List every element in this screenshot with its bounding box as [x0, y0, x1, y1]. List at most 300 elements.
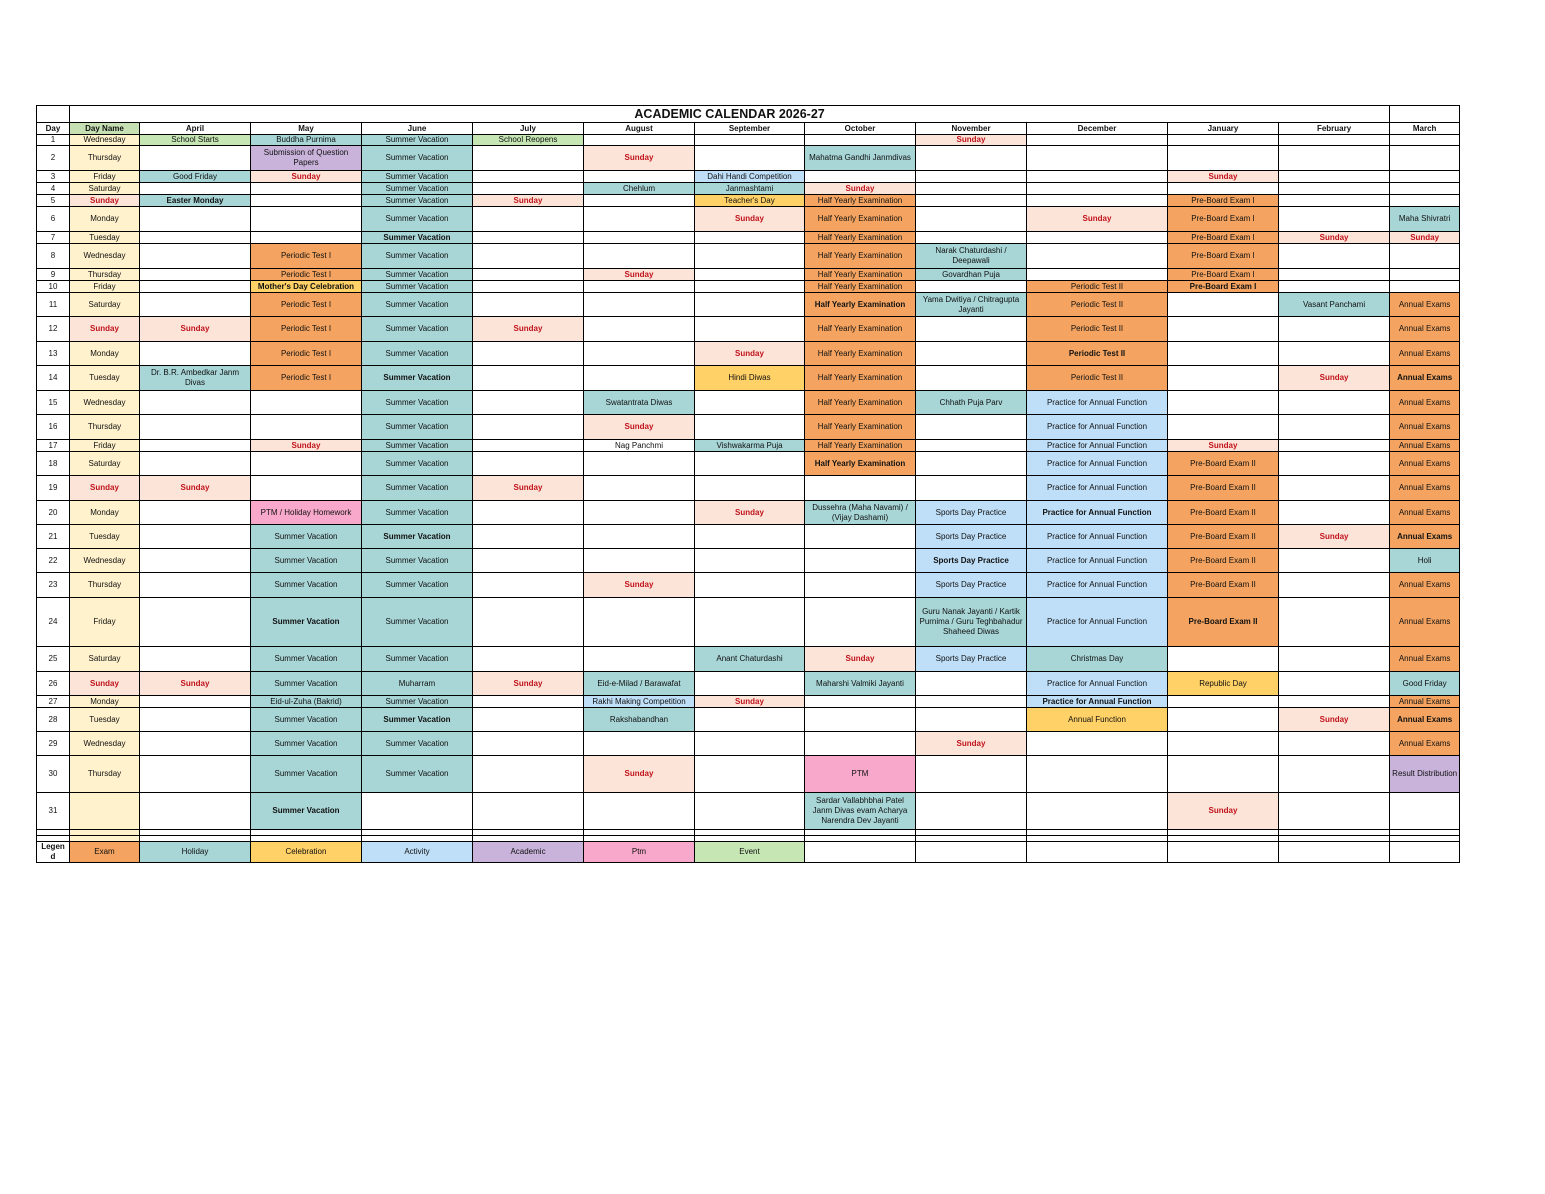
calendar-cell — [140, 281, 251, 293]
calendar-cell: Summer Vacation — [251, 549, 362, 573]
calendar-cell — [1279, 391, 1390, 415]
calendar-cell: Result Distribution — [1390, 756, 1460, 793]
calendar-cell: Half Yearly Examination — [805, 415, 916, 440]
table-row — [37, 452, 1460, 476]
header-january: January — [1168, 123, 1279, 135]
table-row — [37, 293, 1460, 317]
legend-blank-cell — [805, 842, 916, 863]
calendar-cell — [1279, 573, 1390, 598]
calendar-cell: Sunday — [584, 415, 695, 440]
calendar-cell — [805, 171, 916, 183]
day-number-cell: 22 — [37, 549, 70, 573]
calendar-cell — [1168, 183, 1279, 195]
calendar-cell — [1168, 293, 1279, 317]
calendar-cell: Practice for Annual Function — [1027, 440, 1168, 452]
calendar-cell: Annual Exams — [1390, 696, 1460, 708]
calendar-cell — [916, 793, 1027, 830]
calendar-cell — [140, 501, 251, 525]
calendar-cell — [1390, 171, 1460, 183]
calendar-cell: Half Yearly Examination — [805, 440, 916, 452]
calendar-cell — [1168, 135, 1279, 146]
calendar-cell: Pre-Board Exam I — [1168, 195, 1279, 207]
calendar-cell — [805, 598, 916, 647]
calendar-cell: Half Yearly Examination — [805, 366, 916, 391]
day-number-cell: 1 — [37, 135, 70, 146]
calendar-cell: Summer Vacation — [362, 756, 473, 793]
calendar-cell — [916, 696, 1027, 708]
calendar-cell — [584, 232, 695, 244]
calendar-cell: Half Yearly Examination — [805, 293, 916, 317]
calendar-cell — [1279, 244, 1390, 269]
calendar-cell: Sunday — [1279, 525, 1390, 549]
calendar-cell — [1390, 269, 1460, 281]
calendar-cell: Sunday — [1168, 171, 1279, 183]
calendar-cell: Half Yearly Examination — [805, 195, 916, 207]
calendar-cell — [1027, 732, 1168, 756]
calendar-cell — [695, 146, 805, 171]
calendar-cell: Sunday — [473, 195, 584, 207]
table-row — [37, 232, 1460, 244]
calendar-cell: Pre-Board Exam II — [1168, 549, 1279, 573]
calendar-cell: Sports Day Practice — [916, 647, 1027, 672]
table-row — [37, 342, 1460, 366]
calendar-cell — [1168, 756, 1279, 793]
calendar-cell: Mother's Day Celebration — [251, 281, 362, 293]
calendar-cell: Good Friday — [140, 171, 251, 183]
calendar-cell: Chhath Puja Parv — [916, 391, 1027, 415]
calendar-cell — [1168, 342, 1279, 366]
day-name-cell: Friday — [70, 598, 140, 647]
calendar-cell: Christmas Day — [1027, 647, 1168, 672]
legend-blank-cell — [1279, 842, 1390, 863]
calendar-cell: Annual Exams — [1390, 573, 1460, 598]
day-name-cell: Wednesday — [70, 549, 140, 573]
calendar-cell: Annual Exams — [1390, 647, 1460, 672]
calendar-cell: Pre-Board Exam I — [1168, 269, 1279, 281]
calendar-cell: Teacher's Day — [695, 195, 805, 207]
header-february: February — [1279, 123, 1390, 135]
calendar-cell: Annual Exams — [1390, 293, 1460, 317]
calendar-cell — [251, 195, 362, 207]
calendar-cell: Sunday — [805, 647, 916, 672]
calendar-cell: Summer Vacation — [362, 708, 473, 732]
day-name-cell: Thursday — [70, 573, 140, 598]
day-number-cell: 19 — [37, 476, 70, 501]
calendar-cell: Half Yearly Examination — [805, 244, 916, 269]
calendar-cell: Annual Function — [1027, 708, 1168, 732]
legend-row — [37, 842, 1460, 863]
calendar-cell: Half Yearly Examination — [805, 342, 916, 366]
day-number-cell: 4 — [37, 183, 70, 195]
calendar-cell — [140, 244, 251, 269]
calendar-cell: Half Yearly Examination — [805, 317, 916, 342]
calendar-cell: Periodic Test II — [1027, 293, 1168, 317]
calendar-cell — [473, 549, 584, 573]
header-july: July — [473, 123, 584, 135]
calendar-cell: Guru Nanak Jayanti / Kartik Purnima / Guru Teghbahadur Shaheed Diwas — [916, 598, 1027, 647]
calendar-cell — [695, 452, 805, 476]
calendar-cell — [1279, 183, 1390, 195]
table-row — [37, 793, 1460, 830]
calendar-cell: Summer Vacation — [362, 207, 473, 232]
calendar-cell: Summer Vacation — [362, 573, 473, 598]
day-name-cell: Tuesday — [70, 708, 140, 732]
table-row — [37, 135, 1460, 146]
table-row — [37, 476, 1460, 501]
day-number-cell: 5 — [37, 195, 70, 207]
calendar-cell: Annual Exams — [1390, 415, 1460, 440]
calendar-cell: Sports Day Practice — [916, 501, 1027, 525]
day-number-cell: 20 — [37, 501, 70, 525]
day-number-cell: 7 — [37, 232, 70, 244]
table-row — [37, 415, 1460, 440]
calendar-cell — [1168, 415, 1279, 440]
calendar-cell — [805, 549, 916, 573]
calendar-cell: Periodic Test I — [251, 293, 362, 317]
calendar-cell: Half Yearly Examination — [805, 232, 916, 244]
calendar-cell — [1168, 366, 1279, 391]
calendar-cell — [1168, 696, 1279, 708]
calendar-title: ACADEMIC CALENDAR 2026-27 — [70, 106, 1390, 123]
calendar-cell — [1027, 756, 1168, 793]
calendar-cell: Periodic Test II — [1027, 317, 1168, 342]
calendar-cell — [473, 573, 584, 598]
calendar-cell — [140, 207, 251, 232]
header-day: Day — [37, 123, 70, 135]
calendar-cell: Half Yearly Examination — [805, 452, 916, 476]
calendar-cell: Sunday — [584, 269, 695, 281]
day-name-cell: Wednesday — [70, 244, 140, 269]
calendar-cell — [473, 452, 584, 476]
calendar-cell — [473, 293, 584, 317]
calendar-cell: Practice for Annual Function — [1027, 391, 1168, 415]
calendar-cell: Narak Chaturdashi / Deepawali — [916, 244, 1027, 269]
day-number-cell: 30 — [37, 756, 70, 793]
calendar-cell — [1279, 146, 1390, 171]
calendar-cell — [1027, 269, 1168, 281]
calendar-cell — [916, 415, 1027, 440]
day-number-cell: 25 — [37, 647, 70, 672]
day-name-cell: Thursday — [70, 146, 140, 171]
academic-calendar-table — [36, 105, 1460, 863]
calendar-cell: PTM — [805, 756, 916, 793]
header-row — [37, 123, 1460, 135]
calendar-cell — [805, 573, 916, 598]
calendar-cell: Summer Vacation — [251, 573, 362, 598]
calendar-cell — [805, 732, 916, 756]
calendar-cell: Buddha Purnima — [251, 135, 362, 146]
calendar-cell — [695, 598, 805, 647]
day-name-cell: Sunday — [70, 195, 140, 207]
calendar-cell: Periodic Test II — [1027, 366, 1168, 391]
day-name-cell: Sunday — [70, 317, 140, 342]
calendar-cell — [1027, 146, 1168, 171]
calendar-cell: Pre-Board Exam II — [1168, 573, 1279, 598]
day-name-cell: Tuesday — [70, 366, 140, 391]
calendar-cell: Dussehra (Maha Navami) / (Vijay Dashami) — [805, 501, 916, 525]
calendar-cell — [1027, 135, 1168, 146]
day-number-cell: 21 — [37, 525, 70, 549]
legend-item-exam: Exam — [70, 842, 140, 863]
calendar-cell — [695, 476, 805, 501]
legend-item-event: Event — [695, 842, 805, 863]
calendar-cell — [916, 146, 1027, 171]
calendar-cell: Summer Vacation — [362, 366, 473, 391]
calendar-cell — [584, 244, 695, 269]
calendar-cell: Sunday — [1279, 366, 1390, 391]
table-row — [37, 440, 1460, 452]
calendar-cell — [140, 269, 251, 281]
calendar-cell — [1279, 415, 1390, 440]
calendar-cell: Practice for Annual Function — [1027, 525, 1168, 549]
calendar-cell: Sunday — [140, 317, 251, 342]
calendar-cell — [1279, 756, 1390, 793]
calendar-cell — [1279, 501, 1390, 525]
calendar-cell — [695, 244, 805, 269]
calendar-cell: Maha Shivratri — [1390, 207, 1460, 232]
calendar-cell: Summer Vacation — [362, 244, 473, 269]
day-number-cell: 14 — [37, 366, 70, 391]
calendar-cell — [1279, 281, 1390, 293]
day-name-cell: Wednesday — [70, 135, 140, 146]
calendar-cell — [584, 293, 695, 317]
day-number-cell: 13 — [37, 342, 70, 366]
calendar-cell — [584, 195, 695, 207]
calendar-cell — [473, 342, 584, 366]
calendar-cell: Easter Monday — [140, 195, 251, 207]
calendar-cell: Annual Exams — [1390, 501, 1460, 525]
table-row — [37, 756, 1460, 793]
table-row — [37, 207, 1460, 232]
calendar-cell: Summer Vacation — [362, 476, 473, 501]
legend-blank-cell — [1168, 842, 1279, 863]
calendar-cell — [1279, 696, 1390, 708]
calendar-cell: Rakhi Making Competition — [584, 696, 695, 708]
calendar-cell — [695, 793, 805, 830]
day-number-cell: 15 — [37, 391, 70, 415]
header-march: March — [1390, 123, 1460, 135]
calendar-cell: Submission of Question Papers — [251, 146, 362, 171]
calendar-cell: Pre-Board Exam II — [1168, 452, 1279, 476]
table-row — [37, 598, 1460, 647]
table-row — [37, 573, 1460, 598]
calendar-cell — [140, 696, 251, 708]
day-name-cell: Saturday — [70, 183, 140, 195]
calendar-cell — [140, 293, 251, 317]
legend-item-academic: Academic — [473, 842, 584, 863]
day-number-cell: 10 — [37, 281, 70, 293]
calendar-cell: Sunday — [695, 207, 805, 232]
calendar-cell — [140, 573, 251, 598]
day-name-cell: Tuesday — [70, 525, 140, 549]
header-april: April — [140, 123, 251, 135]
calendar-cell — [473, 366, 584, 391]
calendar-cell: Annual Exams — [1390, 366, 1460, 391]
legend-item-ptm: Ptm — [584, 842, 695, 863]
calendar-cell — [584, 525, 695, 549]
day-name-cell: Wednesday — [70, 732, 140, 756]
calendar-cell: Annual Exams — [1390, 732, 1460, 756]
calendar-cell: Sunday — [251, 440, 362, 452]
calendar-cell: Sardar Vallabhbhai Patel Janm Divas evam Acharya Narendra Dev Jayanti — [805, 793, 916, 830]
calendar-cell: Summer Vacation — [362, 135, 473, 146]
calendar-cell — [251, 476, 362, 501]
calendar-cell: Summer Vacation — [362, 549, 473, 573]
day-name-cell: Monday — [70, 342, 140, 366]
calendar-cell: Practice for Annual Function — [1027, 549, 1168, 573]
calendar-cell — [695, 549, 805, 573]
calendar-cell — [584, 281, 695, 293]
calendar-cell — [695, 317, 805, 342]
calendar-cell: Annual Exams — [1390, 476, 1460, 501]
table-row — [37, 366, 1460, 391]
calendar-cell — [473, 415, 584, 440]
calendar-cell — [584, 598, 695, 647]
calendar-cell: PTM / Holiday Homework — [251, 501, 362, 525]
calendar-cell — [251, 452, 362, 476]
calendar-cell: Summer Vacation — [251, 647, 362, 672]
legend-blank-cell — [1390, 842, 1460, 863]
calendar-cell: Nag Panchmi — [584, 440, 695, 452]
calendar-cell — [584, 452, 695, 476]
calendar-cell: Annual Exams — [1390, 317, 1460, 342]
calendar-cell — [140, 183, 251, 195]
calendar-cell — [140, 232, 251, 244]
calendar-cell — [473, 525, 584, 549]
calendar-cell — [1168, 708, 1279, 732]
calendar-cell: Sunday — [695, 696, 805, 708]
calendar-cell: Summer Vacation — [362, 281, 473, 293]
calendar-cell — [1279, 171, 1390, 183]
calendar-cell — [140, 549, 251, 573]
calendar-cell — [473, 207, 584, 232]
calendar-cell — [473, 756, 584, 793]
calendar-cell — [1279, 317, 1390, 342]
calendar-cell: Sunday — [473, 317, 584, 342]
calendar-cell — [1279, 732, 1390, 756]
table-row — [37, 171, 1460, 183]
calendar-cell — [140, 756, 251, 793]
day-name-cell: Monday — [70, 501, 140, 525]
legend-item-celebration: Celebration — [251, 842, 362, 863]
calendar-cell: Pre-Board Exam I — [1168, 207, 1279, 232]
calendar-cell — [1168, 732, 1279, 756]
calendar-cell — [1279, 269, 1390, 281]
calendar-cell — [916, 366, 1027, 391]
calendar-cell: Summer Vacation — [362, 342, 473, 366]
calendar-cell: Vasant Panchami — [1279, 293, 1390, 317]
table-row — [37, 317, 1460, 342]
calendar-cell — [916, 672, 1027, 696]
calendar-cell — [695, 415, 805, 440]
calendar-cell — [695, 525, 805, 549]
calendar-cell — [473, 647, 584, 672]
table-row — [37, 244, 1460, 269]
calendar-cell — [584, 366, 695, 391]
calendar-cell — [140, 342, 251, 366]
calendar-cell: Practice for Annual Function — [1027, 415, 1168, 440]
calendar-cell — [251, 232, 362, 244]
calendar-cell: Sunday — [1279, 708, 1390, 732]
calendar-cell — [1027, 232, 1168, 244]
calendar-cell — [1168, 146, 1279, 171]
day-number-cell: 29 — [37, 732, 70, 756]
calendar-cell: Sunday — [695, 501, 805, 525]
calendar-cell — [1279, 440, 1390, 452]
calendar-cell: Eid-ul-Zuha (Bakrid) — [251, 696, 362, 708]
calendar-cell: Summer Vacation — [362, 696, 473, 708]
calendar-cell: Summer Vacation — [251, 756, 362, 793]
calendar-cell: Annual Exams — [1390, 440, 1460, 452]
calendar-cell — [473, 146, 584, 171]
calendar-cell: Summer Vacation — [362, 171, 473, 183]
calendar-cell — [695, 269, 805, 281]
calendar-cell — [473, 598, 584, 647]
calendar-cell — [140, 146, 251, 171]
calendar-cell — [584, 317, 695, 342]
calendar-cell: Sunday — [805, 183, 916, 195]
calendar-cell — [916, 195, 1027, 207]
day-number-cell: 8 — [37, 244, 70, 269]
table-row — [37, 146, 1460, 171]
calendar-cell — [1279, 207, 1390, 232]
calendar-cell — [805, 708, 916, 732]
calendar-cell: Periodic Test I — [251, 366, 362, 391]
header-day-name: Day Name — [70, 123, 140, 135]
calendar-cell — [584, 342, 695, 366]
calendar-cell: Sports Day Practice — [916, 525, 1027, 549]
legend-item-activity: Activity — [362, 842, 473, 863]
calendar-cell — [916, 171, 1027, 183]
calendar-cell — [1279, 549, 1390, 573]
calendar-cell — [695, 391, 805, 415]
calendar-cell: Practice for Annual Function — [1027, 696, 1168, 708]
calendar-cell: Periodic Test I — [251, 342, 362, 366]
calendar-cell — [251, 391, 362, 415]
calendar-cell: Sunday — [251, 171, 362, 183]
calendar-cell — [805, 525, 916, 549]
calendar-cell: Pre-Board Exam II — [1168, 476, 1279, 501]
title-spacer — [37, 106, 70, 123]
table-row — [37, 732, 1460, 756]
calendar-cell: Annual Exams — [1390, 598, 1460, 647]
calendar-cell — [1279, 793, 1390, 830]
calendar-cell: Rakshabandhan — [584, 708, 695, 732]
legend-blank-cell — [916, 842, 1027, 863]
calendar-cell: Sunday — [584, 573, 695, 598]
day-number-cell: 12 — [37, 317, 70, 342]
calendar-cell: Summer Vacation — [362, 146, 473, 171]
calendar-cell: Summer Vacation — [362, 440, 473, 452]
calendar-cell — [805, 696, 916, 708]
calendar-cell — [695, 672, 805, 696]
table-row — [37, 696, 1460, 708]
day-name-cell: Friday — [70, 171, 140, 183]
calendar-cell — [695, 732, 805, 756]
header-june: June — [362, 123, 473, 135]
calendar-cell: Summer Vacation — [362, 598, 473, 647]
calendar-cell: Summer Vacation — [362, 317, 473, 342]
calendar-cell: Dr. B.R. Ambedkar Janm Divas — [140, 366, 251, 391]
calendar-cell: Summer Vacation — [362, 269, 473, 281]
calendar-cell — [695, 232, 805, 244]
calendar-cell — [584, 476, 695, 501]
calendar-cell — [1279, 195, 1390, 207]
calendar-cell: Sunday — [1279, 232, 1390, 244]
table-row — [37, 525, 1460, 549]
calendar-cell — [473, 232, 584, 244]
calendar-cell: Chehlum — [584, 183, 695, 195]
